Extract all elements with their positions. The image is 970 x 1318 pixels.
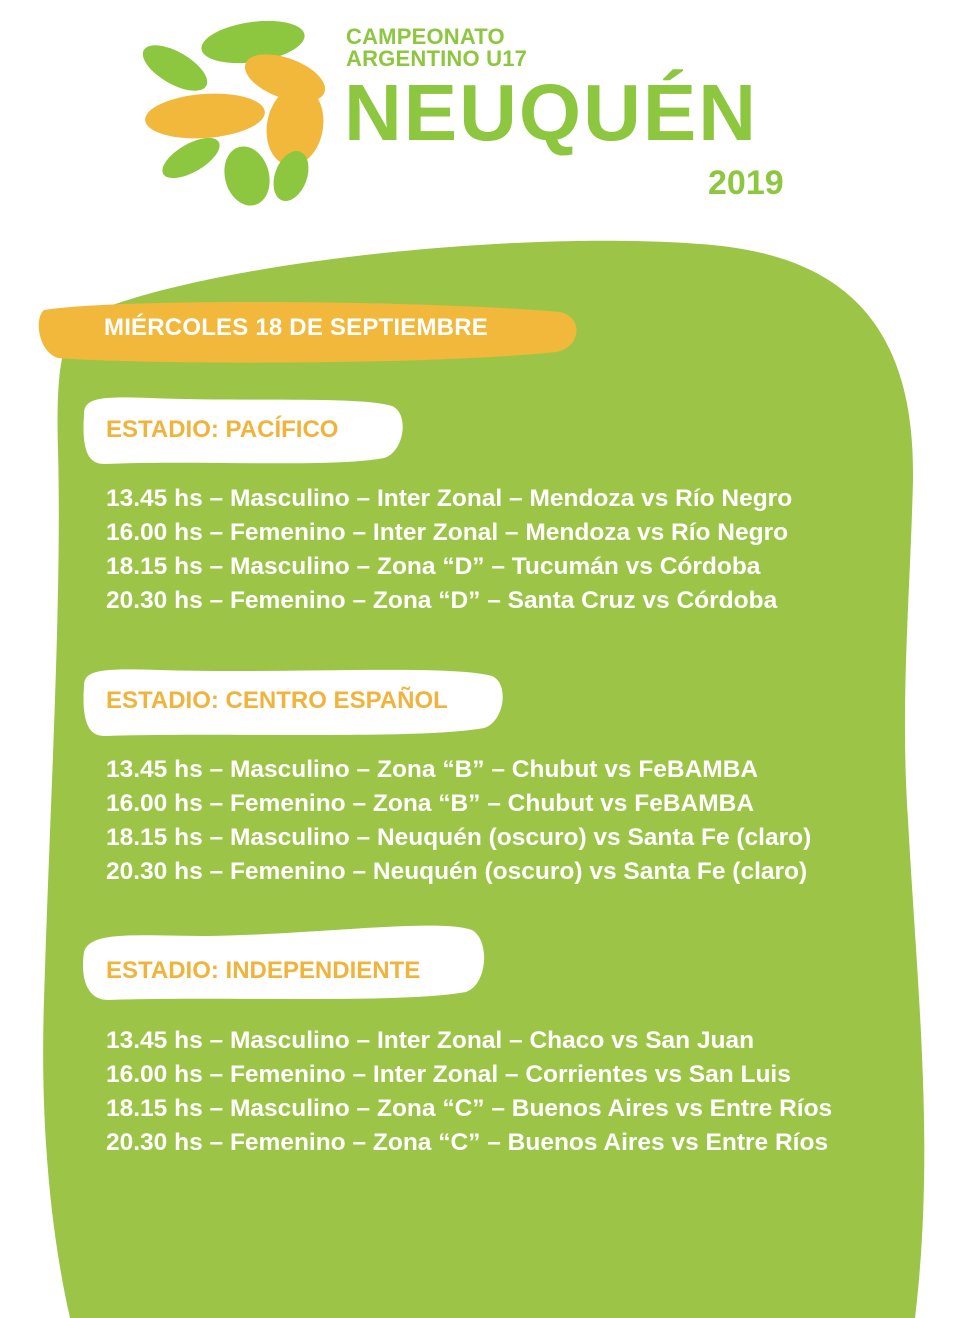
venue-label-centro-espanol: ESTADIO: CENTRO ESPAÑOL — [106, 687, 448, 714]
game-list-pacifico — [106, 482, 792, 618]
game-row: 13.45 hs – Masculino – Inter Zonal – Chaco vs San Juan — [106, 1027, 755, 1054]
game-list-independiente — [106, 1024, 832, 1160]
game-row: 18.15 hs – Masculino – Zona “D” – Tucumán vs Córdoba — [106, 553, 761, 580]
game-list-centro-espanol — [106, 753, 811, 889]
game-row: 20.30 hs – Femenino – Neuquén (oscuro) vs Santa Fe (claro) — [106, 858, 808, 885]
venue-label-pacifico: ESTADIO: PACÍFICO — [106, 416, 339, 443]
game-row: 13.45 hs – Masculino – Zona “B” – Chubut vs FeBAMBA — [106, 756, 759, 783]
basketball-petals-logo — [135, 8, 335, 208]
game-row: 13.45 hs – Masculino – Inter Zonal – Mendoza vs Río Negro — [106, 485, 793, 512]
game-row: 18.15 hs – Masculino – Neuquén (oscuro) vs Santa Fe (claro) — [106, 824, 812, 851]
game-row: 16.00 hs – Femenino – Inter Zonal – Mendoza vs Río Negro — [106, 519, 789, 546]
logo-line-1: CAMPEONATO — [346, 24, 505, 49]
game-row: 18.15 hs – Masculino – Zona “C” – Buenos Aires vs Entre Ríos — [106, 1095, 833, 1122]
logo-line-2: ARGENTINO U17 — [346, 46, 528, 71]
logo-city: NEUQUÉN — [344, 68, 759, 157]
game-row: 20.30 hs – Femenino – Zona “D” – Santa Cruz vs Córdoba — [106, 587, 778, 614]
game-row: 20.30 hs – Femenino – Zona “C” – Buenos Aires vs Entre Ríos — [106, 1129, 829, 1156]
game-row: 16.00 hs – Femenino – Zona “B” – Chubut vs FeBAMBA — [106, 790, 755, 817]
game-row: 16.00 hs – Femenino – Inter Zonal – Corrientes vs San Luis — [106, 1061, 791, 1088]
logo-year: 2019 — [708, 164, 784, 202]
venue-label-independiente: ESTADIO: INDEPENDIENTE — [106, 957, 421, 984]
date-label: MIÉRCOLES 18 DE SEPTIEMBRE — [104, 314, 488, 341]
logo-wordmark — [344, 24, 759, 157]
